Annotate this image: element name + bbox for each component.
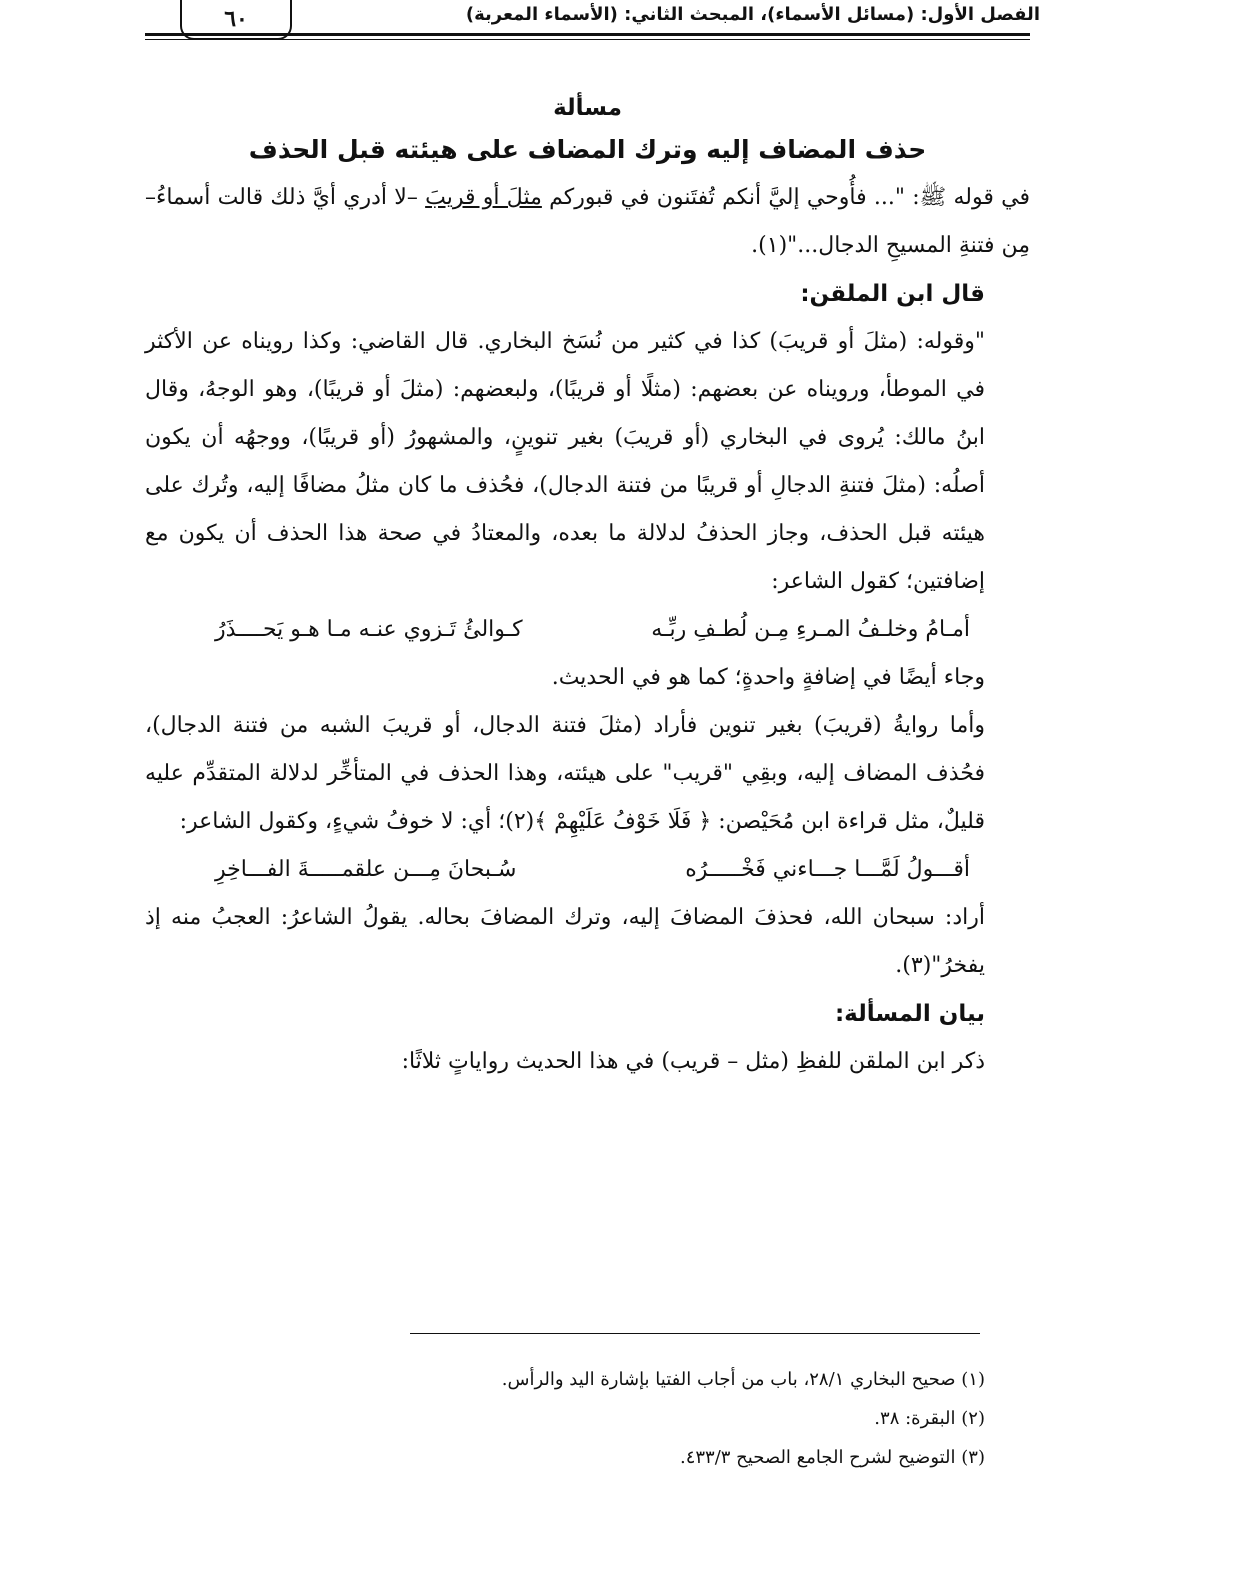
verse-2-second-hemistich: سُـبحانَ مِـــن علقمـــــةَ الفـــاخِرِ [215, 857, 517, 882]
footnotes [145, 1360, 1030, 1477]
subheading-ibn-almulaqqin: قال ابن الملقن: [800, 281, 985, 307]
verse-2-first-hemistich: أقـــولُ لَمَّـــا جـــاءني فَخْـــــرُه [685, 857, 970, 882]
hadith-text-end: –لا أدري أيَّ ذلك قالت أسماءُ– مِن فتنةِ المسيحِ الدجال..."(١). [145, 185, 1030, 258]
footnote-3: (٣) التوضيح لشرح الجامع الصحيح ٤٣٣/٣. [679, 1447, 985, 1468]
footnote-1: (١) صحيح البخاري ٢٨/١، باب من أجاب الفتيا بإشارة اليد والرأس. [501, 1369, 985, 1390]
paragraph-5: ذكر ابن الملقن للفظِ (مثل – قريب) في هذا الحديث رواياتٍ ثلاثًا: [401, 1049, 985, 1074]
footnote-separator [410, 1333, 980, 1334]
header-rule-thin [145, 39, 1030, 40]
paragraph-3: وأما روايةُ (قريبَ) بغير تنوين فأراد (مثلَ فتنة الدجال، أو قريبَ الشبه من فتنة الدجال)، فحُذف المضاف إليه، وبقِي "قريب" على هيئته، وهذا الحذف في المتأخِّر لدلالة المتقدِّم عليه قليلٌ، مثل قراءة ابن مُحَيْصن: ﴿ فَلَا خَوْفُ عَلَيْهِمْ ﴾(٢)؛ أي: لا خوفُ شيءٍ، وكقول الشاعر: [145, 713, 985, 834]
page-body [145, 95, 1030, 1086]
verse-1 [145, 606, 1030, 654]
section-label: مسألة [553, 95, 622, 121]
section-title: حذف المضاف إليه وترك المضاف على هيئته قبل الحذف [248, 135, 927, 164]
paragraph-1: "وقوله: (مثلَ أو قريبَ) كذا في كثير من نُسَخ البخاري. قال القاضي: وكذا رويناه عن الأكثر في الموطأ، ورويناه عن بعضهم: (مثلًا أو قريبًا)، ولبعضهم: (مثلَ أو قريبًا)، وهو الوجهُ، وقال ابنُ مالك: يُروى في البخاري (أو قريبَ) بغير تنوينٍ، والمشهورُ (أو قريبًا)، ووجهُه أن يكون أصلُه: (مثلَ فتنةِ الدجالِ أو قريبًا من فتنة الدجال)، فحُذف ما كان مثلُ مضافًا إليه، وتُرك على هيئته قبل الحذف، وجاز الحذفُ لدلالة ما بعده، والمعتادُ في صحة هذا الحذف أن يكون مع إضافتين؛ كقول الشاعر: [145, 329, 985, 594]
verse-2 [145, 846, 1030, 894]
hadith-text-start: في قوله ﷺ: "... فأُوحي إليَّ أنكم تُفتَنون في قبوركم [541, 185, 1031, 210]
page-number: ٦٠ [180, 0, 292, 40]
subheading-explanation: بيان المسألة: [834, 1001, 985, 1027]
verse-1-second-hemistich: كـوالئُ تَـزوي عنـه مـا هـو يَحــــذَرُ [215, 617, 523, 642]
header-rule-thick [145, 33, 1030, 36]
running-head: الفصل الأول: (مسائل الأسماء)، المبحث الثاني: (الأسماء المعربة) [465, 4, 1040, 25]
paragraph-4: أراد: سبحان الله، فحذفَ المضافَ إليه، وترك المضافَ بحاله. يقولُ الشاعرُ: العجبُ منه إذ يفخرُ"(٣). [145, 905, 985, 978]
verse-1-first-hemistich: أمـامُ وخلـفُ المـرءِ مِـن لُطـفِ ربِّـه [651, 617, 970, 642]
paragraph-2: وجاء أيضًا في إضافةٍ واحدةٍ؛ كما هو في الحديث. [551, 665, 985, 690]
footnote-2: (٢) البقرة: ٣٨. [874, 1408, 985, 1429]
hadith-paragraph [145, 174, 1030, 270]
hadith-underlined: مثلَ أو قريبَ [425, 185, 542, 210]
